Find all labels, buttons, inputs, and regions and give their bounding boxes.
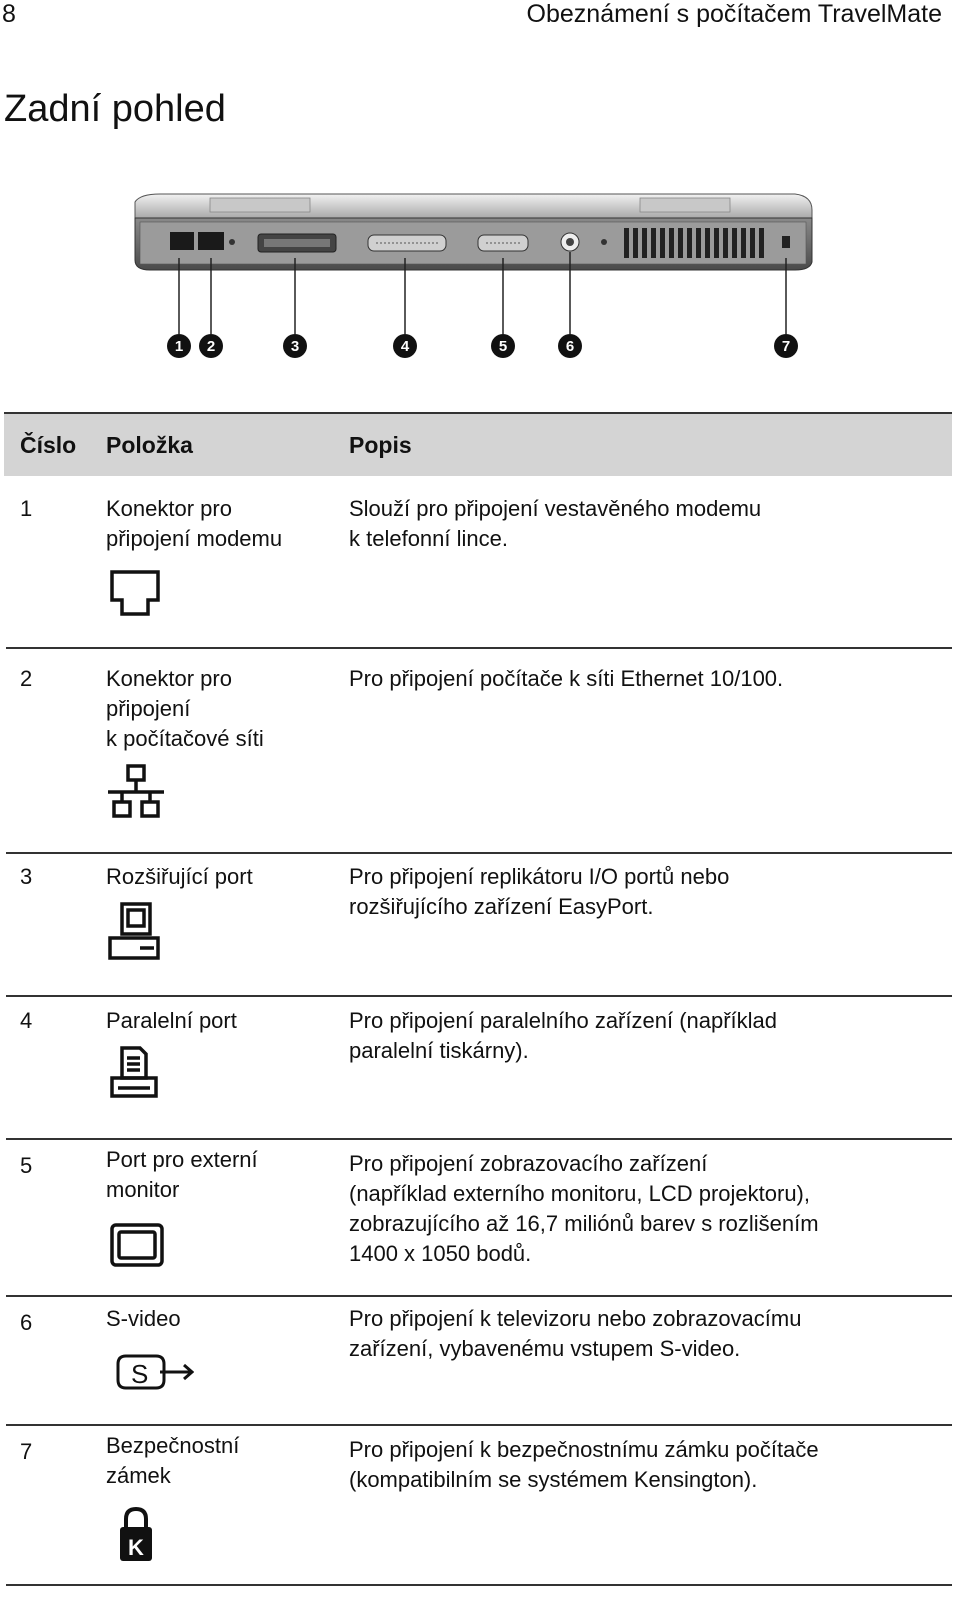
row-item: Bezpečnostní zámek — [106, 1433, 240, 1488]
row-item: S-video — [106, 1306, 181, 1331]
svg-text:7: 7 — [781, 338, 791, 355]
table-header — [4, 412, 952, 476]
callout-7 — [774, 334, 798, 358]
row-description: Pro připojení počítače k síti Ethernet 10/100. — [349, 666, 784, 691]
column-header-description: Popis — [349, 432, 412, 458]
row-number: 2 — [20, 666, 33, 691]
network-icon — [104, 762, 168, 832]
kensington-lock-icon — [104, 1505, 168, 1573]
section-title: Zadní pohled — [4, 88, 226, 130]
laptop-rear-view-figure — [0, 180, 960, 380]
row-description: Slouží pro připojení vestavěného modemu k telefonní lince. — [349, 496, 762, 551]
monitor-icon — [104, 1221, 168, 1279]
row-item: Konektor pro připojení k počítačové síti — [106, 666, 264, 751]
row-item: Konektor pro připojení modemu — [106, 496, 283, 551]
row-item: Port pro externí monitor — [106, 1147, 258, 1202]
row-number: 3 — [20, 864, 33, 889]
phone-jack-icon — [104, 566, 164, 630]
svg-text:K: K — [128, 1535, 144, 1560]
callout-5 — [491, 334, 515, 358]
row-item: Paralelní port — [106, 1008, 237, 1033]
row-number: 4 — [20, 1008, 33, 1033]
callout-4 — [393, 334, 417, 358]
row-number: 7 — [20, 1439, 33, 1464]
svg-text:S: S — [131, 1359, 149, 1389]
callout-3 — [283, 334, 307, 358]
row-description: Pro připojení paralelního zařízení (například paralelní tiskárny). — [349, 1008, 778, 1063]
row-description: Pro připojení zobrazovacího zařízení (například externího monitoru, LCD projektoru), zobrazujícího až 16,7 miliónů barev s rozlišením 1400 x 1050 bodů. — [349, 1151, 819, 1266]
svg-text:3: 3 — [290, 338, 300, 355]
svg-text:6: 6 — [565, 338, 575, 355]
page-number: 8 — [2, 0, 16, 28]
callout-6 — [558, 334, 582, 358]
row-number: 5 — [20, 1153, 33, 1178]
callout-1 — [167, 334, 191, 358]
row-item: Rozšiřující port — [106, 864, 253, 889]
svg-text:2: 2 — [206, 338, 216, 355]
row-description: Pro připojení k bezpečnostnímu zámku počítače (kompatibilním se systémem Kensington). — [349, 1437, 819, 1492]
docking-port-icon — [104, 900, 164, 972]
column-header-number: Číslo — [20, 432, 77, 458]
printer-icon — [104, 1044, 164, 1112]
row-number: 6 — [20, 1310, 33, 1335]
s-video-icon — [104, 1350, 194, 1402]
callout-2 — [199, 334, 223, 358]
svg-text:5: 5 — [498, 338, 508, 355]
laptop-rear-illustration — [0, 180, 960, 380]
svg-text:4: 4 — [400, 338, 410, 355]
running-header: Obeznámení s počítačem TravelMate — [526, 0, 942, 28]
row-description: Pro připojení k televizoru nebo zobrazovacímu zařízení, vybavenému vstupem S-video. — [349, 1306, 802, 1361]
row-description: Pro připojení replikátoru I/O portů nebo rozšiřujícího zařízení EasyPort. — [349, 864, 730, 919]
svg-text:1: 1 — [174, 338, 184, 355]
column-header-item: Položka — [106, 432, 193, 458]
row-number: 1 — [20, 496, 33, 521]
